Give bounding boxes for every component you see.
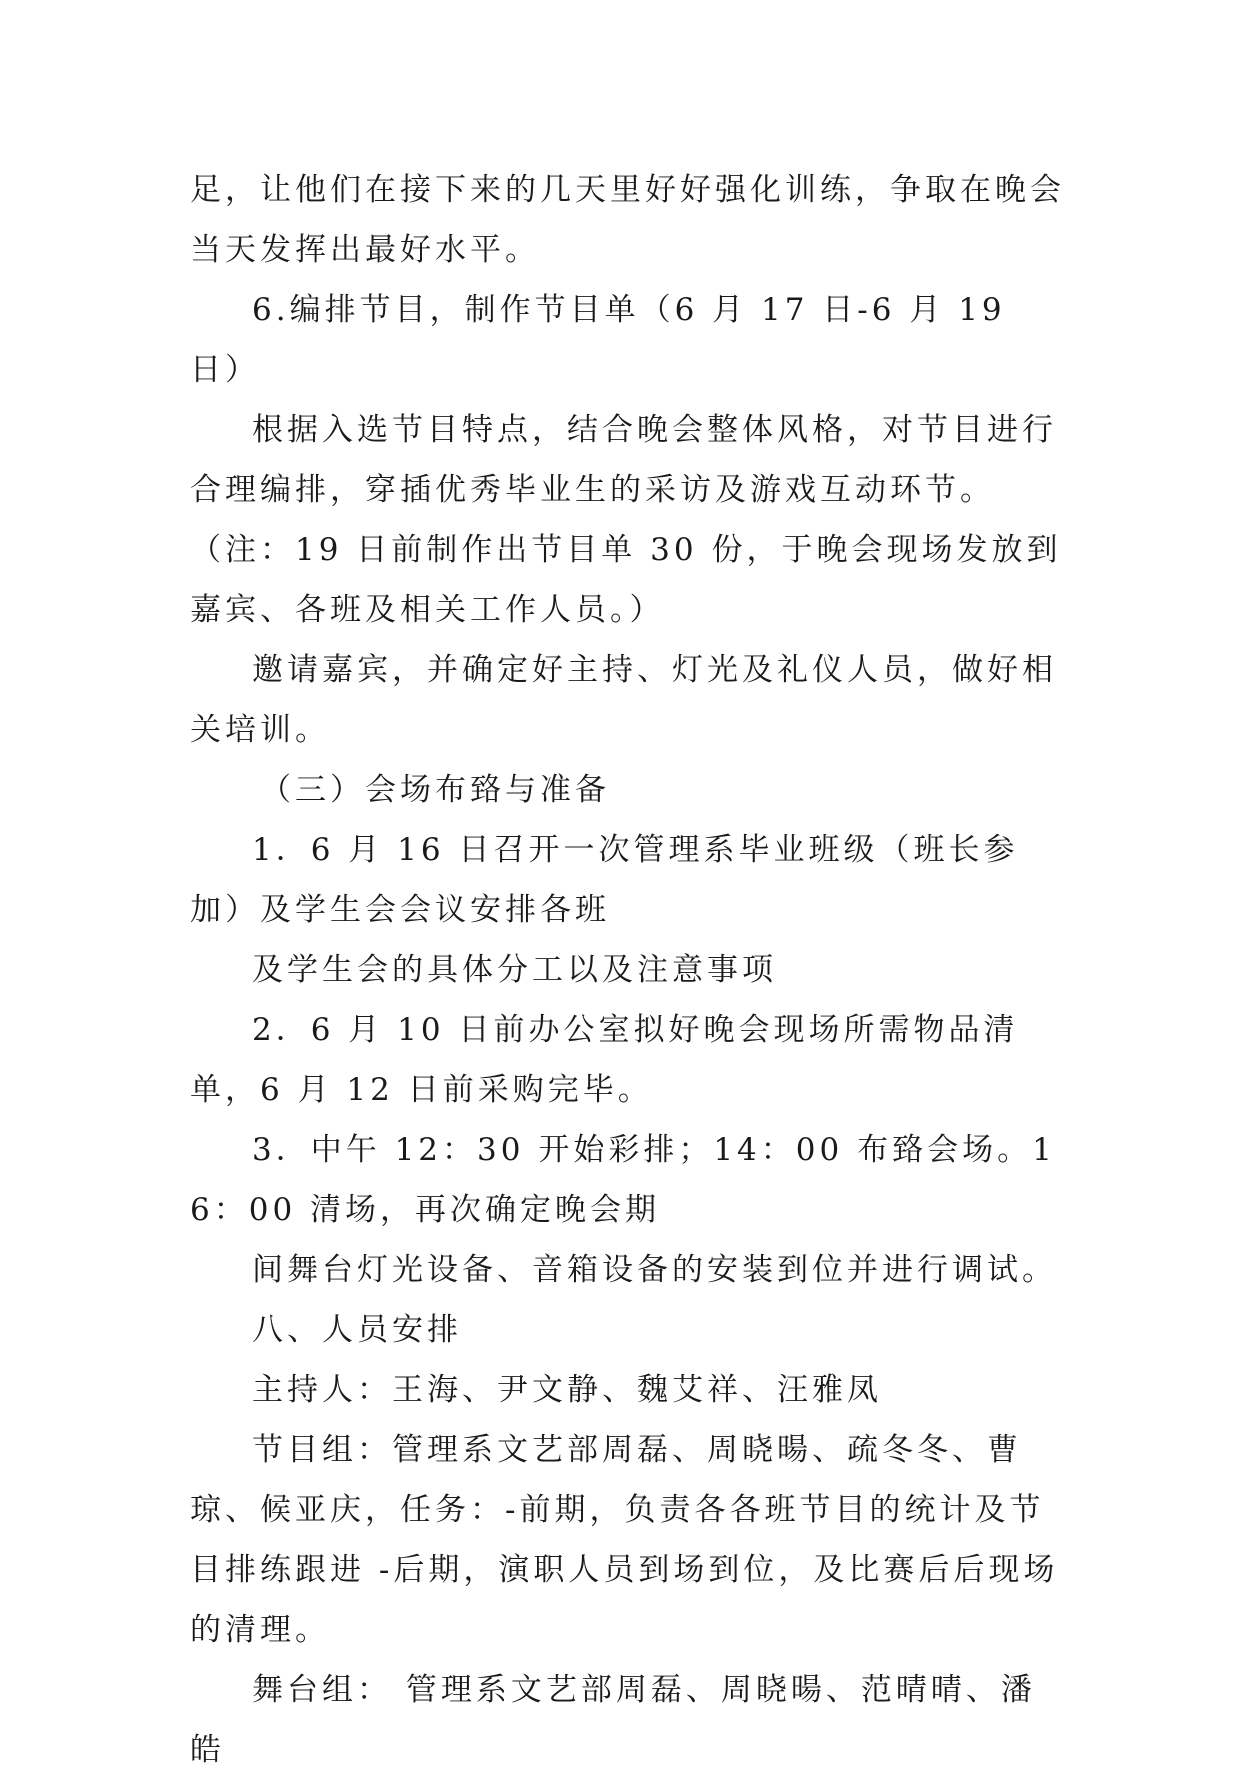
document-body	[190, 160, 1065, 1780]
paragraph-continuation: 足，让他们在接下来的几天里好好强化训练，争取在晚会当天发挥出最好水平。	[190, 172, 1065, 268]
paragraph-stage-team: 舞台组： 管理系文艺部周磊、周晓暘、范晴晴、潘皓	[190, 1672, 1036, 1768]
paragraph-venue-item-2: 2．6 月 10 日前办公室拟好晚会现场所需物品清单，6 月 12 日前采购完毕。	[190, 1012, 1019, 1108]
section-heading-venue: （三）会场布臵与准备	[260, 772, 610, 808]
section-heading-staffing: 八、人员安排	[252, 1312, 462, 1348]
paragraph-venue-item-3-continued: 间舞台灯光设备、音箱设备的安装到位并进行调试。	[252, 1252, 1057, 1288]
paragraph-venue-item-3: 3．中午 12：30 开始彩排；14：00 布臵会场。16：00 清场，再次确定晚会期	[190, 1132, 1056, 1228]
paragraph-venue-item-1-continued: 及学生会的具体分工以及注意事项	[252, 952, 777, 988]
paragraph-venue-item-1: 1．6 月 16 日召开一次管理系毕业班级（班长参加）及学生会会议安排各班	[190, 832, 1019, 928]
paragraph-program-arrangement: 根据入选节目特点，结合晚会整体风格，对节目进行合理编排，穿插优秀毕业生的采访及游戏互动环节。（注：19 日前制作出节目单 30 份，于晚会现场发放到嘉宾、各班及相关工作人员。）	[190, 412, 1062, 628]
paragraph-invite-guests: 邀请嘉宾，并确定好主持、灯光及礼仪人员，做好相关培训。	[190, 652, 1057, 748]
paragraph-item-6-heading: 6.编排节目，制作节目单（6 月 17 日-6 月 19 日）	[190, 292, 1006, 388]
paragraph-program-team: 节目组：管理系文艺部周磊、周晓暘、疏冬冬、曹琼、候亚庆，任务：-前期，负责各各班节目的统计及节目排练跟进 -后期，演职人员到场到位，及比赛后后现场的清理。	[190, 1432, 1059, 1648]
paragraph-hosts: 主持人：王海、尹文静、魏艾祥、汪雅凤	[252, 1372, 882, 1408]
